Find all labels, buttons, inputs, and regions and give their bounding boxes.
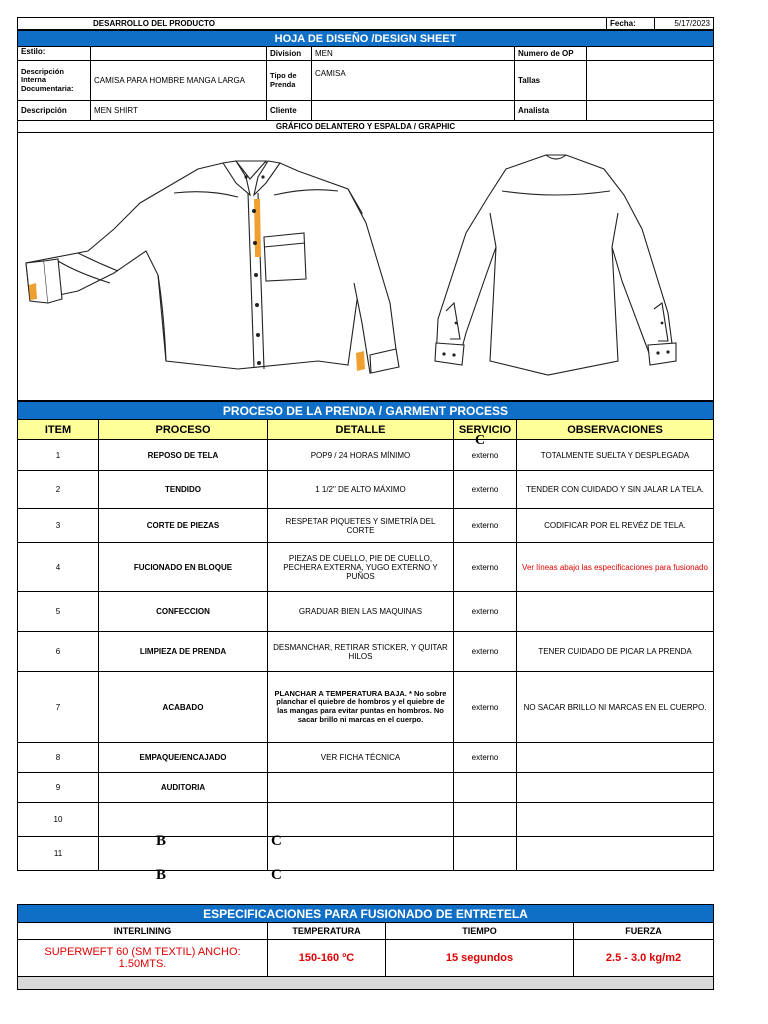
table-row — [17, 632, 714, 672]
proceso-cell: TENDIDO — [99, 471, 268, 509]
table-row — [17, 743, 714, 773]
footer-band — [17, 977, 714, 990]
servicio-cell: externo — [454, 743, 517, 773]
table-row — [17, 592, 714, 632]
tallas-value — [587, 61, 714, 101]
detalle-cell: DESMANCHAR, RETIRAR STICKER, Y QUITAR HILOS — [268, 632, 454, 672]
table-row — [17, 773, 714, 803]
tipo-label: Tipo de Prenda — [267, 61, 312, 101]
shirt-front-drawing — [26, 161, 399, 373]
detalle-cell — [268, 837, 454, 871]
table-row — [17, 803, 714, 837]
analista-label: Analista — [515, 101, 587, 121]
detalle-cell: RESPETAR PIQUETES Y SIMETRÍA DEL CORTE — [268, 509, 454, 543]
division-label: Division — [267, 47, 312, 61]
estilo-label: Estilo: — [17, 47, 91, 61]
cliente-label: Cliente — [267, 101, 312, 121]
proceso-cell — [99, 837, 268, 871]
servicio-cell — [454, 773, 517, 803]
observaciones-cell — [517, 837, 714, 871]
proceso-cell: ACABADO — [99, 672, 268, 743]
item-cell: 5 — [17, 592, 99, 632]
analista-value — [587, 101, 714, 121]
item-cell: 6 — [17, 632, 99, 672]
col-observaciones-header: OBSERVACIONES — [517, 420, 714, 440]
servicio-cell — [454, 837, 517, 871]
sheet-title: HOJA DE DISEÑO /DESIGN SHEET — [17, 30, 714, 47]
detalle-cell: PLANCHAR A TEMPERATURA BAJA. * No sobre planchar el quiebre de hombros y el quiebre de las mangas para evitar puntas en hombros. No sacar brillo ni marcas en el cuerpo. — [268, 672, 454, 743]
item-cell: 1 — [17, 440, 99, 471]
observaciones-cell — [517, 803, 714, 837]
servicio-cell — [454, 803, 517, 837]
servicio-cell: externo — [454, 509, 517, 543]
desc-interna-label: Descripción Interna Documentaria: — [17, 61, 91, 101]
observaciones-cell: CODIFICAR POR EL REVÉZ DE TELA. — [517, 509, 714, 543]
descripcion-value: MEN SHIRT — [91, 101, 267, 121]
fecha-label: Fecha: — [607, 17, 655, 30]
proceso-cell: EMPAQUE/ENCAJADO — [99, 743, 268, 773]
proceso-cell: CONFECCION — [99, 592, 268, 632]
detalle-cell: PIEZAS DE CUELLO, PIE DE CUELLO, PECHERA EXTERNA, YUGO EXTERNO Y PUÑOS — [268, 543, 454, 592]
col-temperatura-header: TEMPERATURA — [268, 923, 386, 940]
servicio-cell: externo — [454, 543, 517, 592]
temperatura-value: 150-160 ºC — [268, 940, 386, 977]
detalle-cell: VER FICHA TÉCNICA — [268, 743, 454, 773]
item-cell: 7 — [17, 672, 99, 743]
servicio-cell: externo — [454, 440, 517, 471]
observaciones-cell — [517, 773, 714, 803]
item-cell: 4 — [17, 543, 99, 592]
item-cell: 10 — [17, 803, 99, 837]
table-row — [17, 509, 714, 543]
observaciones-cell — [517, 592, 714, 632]
overlay-c-row10: C — [271, 833, 282, 849]
proceso-cell: AUDITORIA — [99, 773, 268, 803]
item-cell: 11 — [17, 837, 99, 871]
interlining-value: SUPERWEFT 60 (SM TEXTIL) ANCHO: 1.50MTS. — [17, 940, 268, 977]
col-item-header: ITEM — [17, 420, 99, 440]
item-cell: 9 — [17, 773, 99, 803]
observaciones-cell: Ver líneas abajo las especificaciones para fusionado — [517, 543, 714, 592]
fusion-title: ESPECIFICACIONES PARA FUSIONADO DE ENTRETELA — [17, 904, 714, 923]
observaciones-cell: TOTALMENTE SUELTA Y DESPLEGADA — [517, 440, 714, 471]
cliente-value — [312, 101, 515, 121]
observaciones-cell: TENDER CON CUIDADO Y SIN JALAR LA TELA. — [517, 471, 714, 509]
servicio-cell: externo — [454, 632, 517, 672]
division-value: MEN — [312, 47, 515, 61]
col-fuerza-header: FUERZA — [574, 923, 714, 940]
op-value — [587, 47, 714, 61]
process-header — [17, 420, 714, 440]
table-row — [17, 837, 714, 871]
descripcion-label: Descripción — [17, 101, 91, 121]
overlay-b-row11: B — [156, 867, 167, 883]
table-row — [17, 672, 714, 743]
fuerza-value: 2.5 - 3.0 kg/m2 — [574, 940, 714, 977]
table-row — [17, 440, 714, 471]
proceso-cell: REPOSO DE TELA — [99, 440, 268, 471]
servicio-cell: externo — [454, 592, 517, 632]
graphic-title: GRÁFICO DELANTERO Y ESPALDA / GRAPHIC — [17, 121, 714, 133]
tallas-label: Tallas — [515, 61, 587, 101]
col-tiempo-header: TIEMPO — [386, 923, 574, 940]
item-cell: 3 — [17, 509, 99, 543]
graphic-area — [17, 133, 714, 401]
header-row — [17, 17, 714, 30]
detalle-cell: GRADUAR BIEN LAS MAQUINAS — [268, 592, 454, 632]
servicio-cell: externo — [454, 471, 517, 509]
shirt-drawings — [18, 133, 713, 399]
observaciones-cell: TENER CUIDADO DE PICAR LA PRENDA — [517, 632, 714, 672]
detalle-cell: POP9 / 24 HORAS MÍNIMO — [268, 440, 454, 471]
observaciones-cell: NO SACAR BRILLO NI MARCAS EN EL CUERPO. — [517, 672, 714, 743]
servicio-mark: C — [475, 433, 486, 448]
proceso-cell: FUCIONADO EN BLOQUE — [99, 543, 268, 592]
op-label: Numero de OP — [515, 47, 587, 61]
col-proceso-header: PROCESO — [99, 420, 268, 440]
tiempo-value: 15 segundos — [386, 940, 574, 977]
dept-label: DESARROLLO DEL PRODUCTO — [17, 17, 607, 30]
observaciones-cell — [517, 743, 714, 773]
col-servicio-header: SERVICIO — [454, 420, 517, 440]
detalle-cell — [268, 803, 454, 837]
proceso-cell — [99, 803, 268, 837]
table-row — [17, 471, 714, 509]
col-detalle-header: DETALLE — [268, 420, 454, 440]
detalle-cell: 1 1/2" DE ALTO MÁXIMO — [268, 471, 454, 509]
table-row — [17, 543, 714, 592]
overlay-b-row10: B — [156, 833, 167, 849]
proceso-cell: CORTE DE PIEZAS — [99, 509, 268, 543]
fecha-value: 5/17/2023 — [655, 17, 714, 30]
shirt-back-drawing — [435, 155, 676, 375]
tipo-value: CAMISA — [312, 61, 515, 101]
proceso-cell: LIMPIEZA DE PRENDA — [99, 632, 268, 672]
desc-interna-value: CAMISA PARA HOMBRE MANGA LARGA — [91, 61, 267, 101]
overlay-c-row11: C — [271, 867, 282, 883]
servicio-cell: externo — [454, 672, 517, 743]
col-interlining-header: INTERLINING — [17, 923, 268, 940]
info-block — [17, 47, 714, 121]
process-title: PROCESO DE LA PRENDA / GARMENT PROCESS — [17, 401, 714, 420]
fusion-header — [17, 923, 714, 940]
estilo-value — [91, 47, 267, 61]
item-cell: 2 — [17, 471, 99, 509]
fusion-values — [17, 940, 714, 977]
item-cell: 8 — [17, 743, 99, 773]
detalle-cell — [268, 773, 454, 803]
